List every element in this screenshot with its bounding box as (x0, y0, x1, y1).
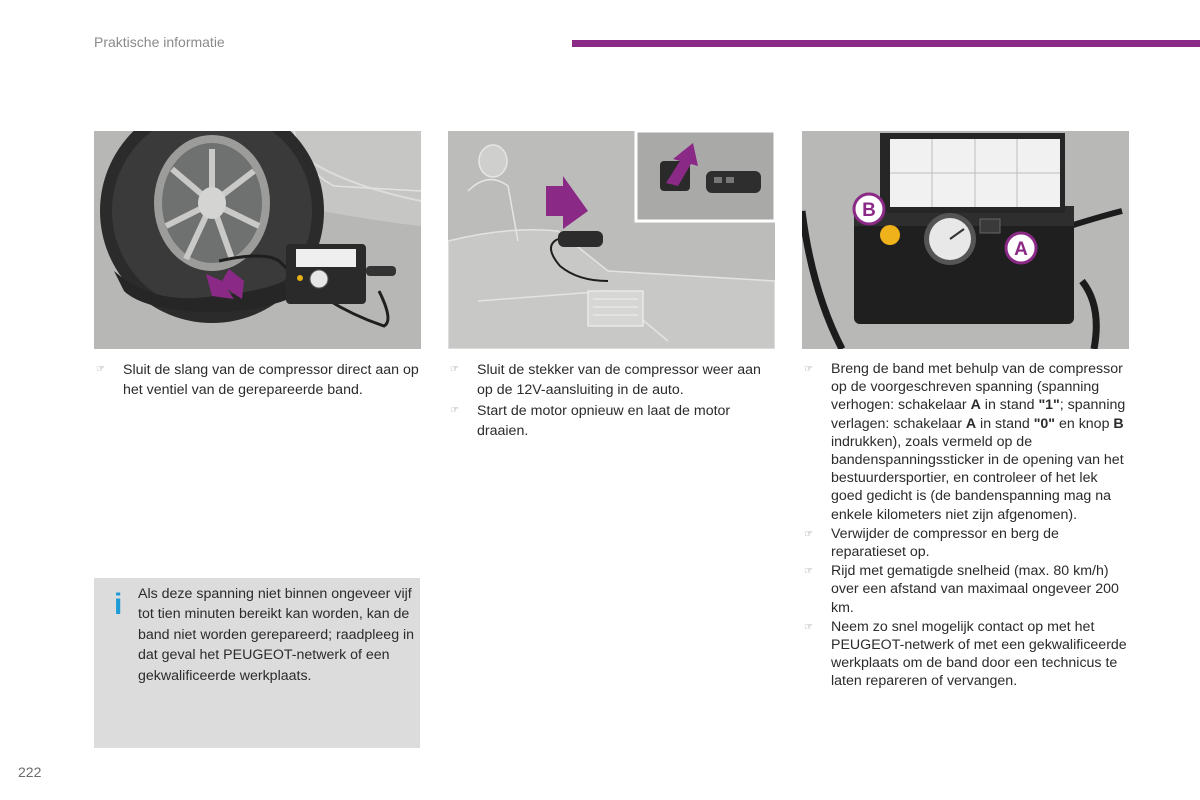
list-item: ☞ Start de motor opnieuw en laat de motor draaien. (450, 403, 731, 439)
list-item: ☞ Breng de band met behulp van de compressor op de voorgeschreven spanning (spanning verhogen: schakelaar A in stand "1"; spanning verlagen: schakelaar A in stand "0" en knop B indrukken), zoals vermeld op de bandenspanningssticker in de opening van het bestuurdersportier, en controleer of het lek goed gedicht is (de bandenspanning mag na enkele kilometers niet zijn afgenomen). (804, 361, 1126, 523)
illustration-compressor-controls (802, 131, 1129, 349)
column-2-text (448, 360, 778, 442)
pointing-hand-icon: ☞ (804, 364, 813, 375)
pointing-hand-icon: ☞ (450, 364, 459, 375)
info-note-text: Als deze spanning niet binnen ongeveer vijf tot tien minuten bereikt kan worden, kan de band niet worden gerepareerd; raadpleeg in dat geval het PEUGEOT-netwerk of een gekwalificeerde werkplaats. (138, 586, 415, 684)
column-3-text (802, 360, 1132, 692)
page-header-title: Praktische informatie (94, 34, 225, 50)
pointing-hand-icon: ☞ (804, 528, 813, 540)
header-accent-bar (572, 40, 1200, 47)
pointing-hand-icon: ☞ (450, 405, 459, 416)
list-item: ☞ Verwijder de compressor en berg de reparatieset op. (804, 525, 1059, 561)
page-number: 222 (18, 764, 42, 780)
illustration-12v-socket (448, 131, 775, 349)
info-icon: i (114, 588, 123, 621)
list-item: ☞ Sluit de stekker van de compressor weer aan op de 12V-aansluiting in de auto. (450, 362, 761, 398)
info-note-box (94, 578, 420, 748)
column-1-text (94, 360, 424, 401)
pointing-hand-icon: ☞ (96, 364, 105, 375)
label-a: A (1014, 239, 1028, 260)
illustration-tyre-compressor (94, 131, 421, 349)
pointing-hand-icon: ☞ (804, 621, 813, 633)
list-item: ☞ Rijd met gematigde snelheid (max. 80 km/h) over een afstand van maximaal ongeveer 200 km. (804, 563, 1119, 616)
label-b: B (862, 200, 876, 221)
list-item: ☞ Neem zo snel mogelijk contact op met het PEUGEOT-netwerk of met een gekwalificeerde werkplaats om de band door een technicus te laten repareren of vervangen. (804, 618, 1127, 690)
pointing-hand-icon: ☞ (804, 566, 813, 578)
list-item: ☞ Sluit de slang van de compressor direct aan op het ventiel van de gerepareerde band. (96, 362, 419, 398)
